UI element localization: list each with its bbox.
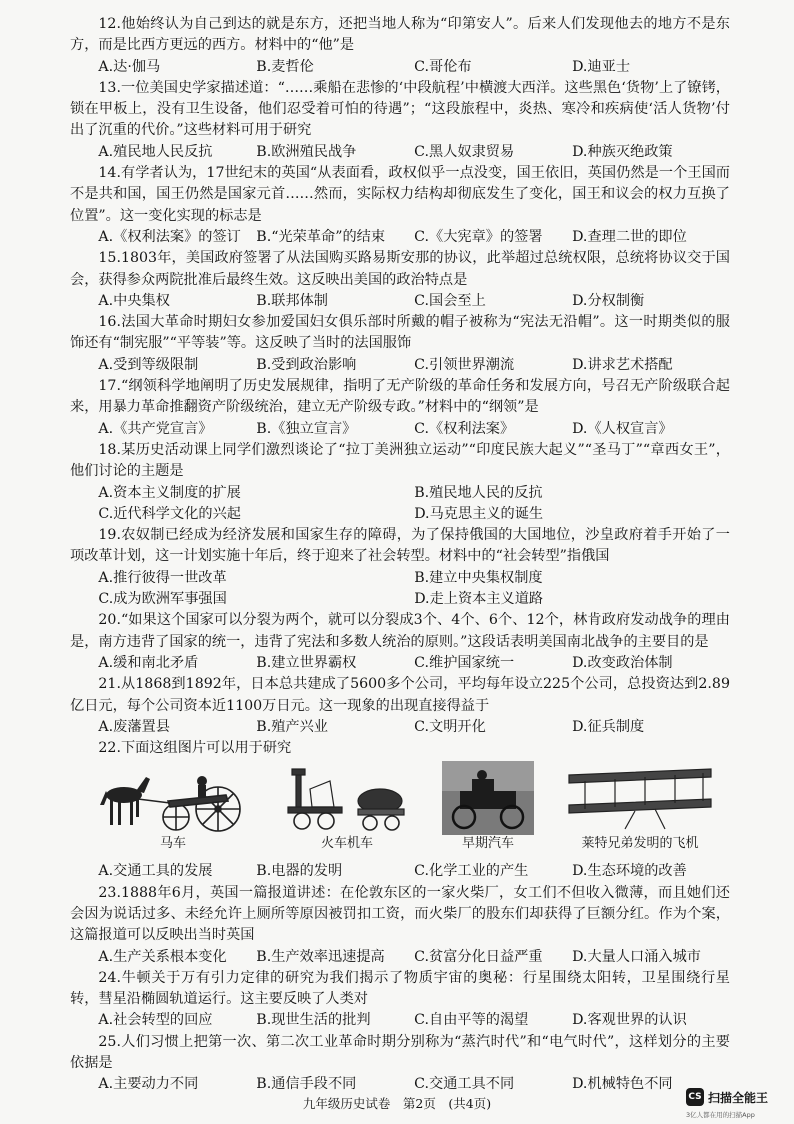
option-a[interactable]: A.交通工具的发展 (98, 863, 213, 880)
question-stem: 23.1888年6月，英国一篇报道讲述：在伦敦东区的一家火柴厂，女工们不但收入微薄，而且她们还会因为说话过多、未经允许上厕所等原因被罚扣工资，而火柴厂的股东们却获得了巨额分红。作为个案，这篇报道可以反映出当时英国 (70, 884, 730, 944)
option-c[interactable]: C.引领世界潮流 (414, 356, 515, 373)
option-b[interactable]: B.建立世界霸权 (256, 654, 357, 671)
question-stem: 18.某历史活动课上同学们激烈谈论了“拉丁美洲独立运动”“印度民族大起义”“圣马丁”“章西女王”，他们讨论的主题是 (70, 441, 730, 480)
option-c[interactable]: C.《权利法案》 (414, 420, 515, 437)
question-item (70, 674, 730, 738)
page-footer: 九年级历史试卷 第2页 (共4页) (302, 1096, 492, 1111)
figure-airplane (556, 761, 724, 853)
option-c[interactable]: C.化学工业的产生 (414, 863, 529, 880)
exam-page (70, 14, 730, 1096)
scanner-watermark (686, 1086, 790, 1120)
options (70, 355, 730, 376)
question-item (70, 163, 730, 248)
question-item (70, 440, 730, 525)
options (70, 947, 730, 968)
question-stem: 21.从1868到1892年，日本总共建成了5600多个公司，平均每年设立225个公司，总投资达到2.89亿日元，每个公司资本近1100万日元。这一现象的出现直接得益于 (70, 676, 730, 714)
options (70, 291, 730, 312)
option-b[interactable]: B.电器的发明 (256, 863, 343, 880)
option-d[interactable]: D.机械特色不同 (572, 1076, 673, 1093)
question-item (70, 312, 730, 376)
option-c[interactable]: C.交通工具不同 (414, 1076, 515, 1093)
option-a[interactable]: A.缓和南北矛盾 (98, 654, 199, 671)
option-b[interactable]: B.现世生活的批判 (256, 1012, 371, 1029)
question-stem: 15.1803年，美国政府签署了从法国购买路易斯安那的协议，此举超过总统权限，总统将协议交于国会，获得参众两院批准后最终生效。这反映出美国的政治特点是 (70, 250, 730, 288)
option-d[interactable]: D.《人权宣言》 (572, 420, 673, 437)
option-d[interactable]: D.讲求艺术搭配 (572, 356, 673, 373)
question-stem: 13.一位美国史学家描述道：“……乘船在悲惨的‘中段航程’中横渡大西洋。这些黑色‘货物’上了镣铐，锁在甲板上，没有卫生设备，他们忍受着可怕的待遇”；“这段旅程中，炎热、寒冷和疾病使‘活人货物’付出了沉重的代价。”这些材料可用于研究 (70, 79, 730, 139)
early-car-image (442, 761, 534, 835)
question-item (70, 376, 730, 440)
option-c[interactable]: C.近代科学文化的兴起 (98, 505, 241, 522)
option-d[interactable]: D.征兵制度 (572, 718, 645, 735)
option-a[interactable]: A.推行彼得一世改革 (98, 569, 227, 586)
question-stem: 19.农奴制已经成为经济发展和国家生存的障碍，为了保持俄国的大国地位，沙皇政府着手开始了一项改革计划，这一计划实施十年后，终于迎来了社会转型。材料中的“社会转型”指俄国 (70, 527, 730, 565)
camscanner-logo-icon: CS (686, 1088, 704, 1106)
options (70, 57, 730, 78)
option-b[interactable]: B.殖产兴业 (256, 718, 328, 735)
option-d[interactable]: D.查理二世的即位 (572, 228, 687, 245)
option-d[interactable]: D.客观世界的认识 (572, 1012, 687, 1029)
question-stem: 17.“纲领科学地阐明了历史发展规律，指明了无产阶级的革命任务和发展方向，号召无产阶级联合起来，用暴力革命推翻资产阶级统治，建立无产阶级专政。”材料中的“纲领”是 (70, 378, 730, 416)
option-c[interactable]: C.自由平等的渴望 (414, 1012, 529, 1029)
figure-caption: 火车机车 (320, 836, 373, 852)
options (70, 419, 730, 440)
option-c[interactable]: C.国会至上 (414, 292, 486, 309)
figure-carriage (98, 761, 248, 853)
question-stem: 25.人们习惯上把第一次、第二次工业革命时期分别称为“蒸汽时代”和“电气时代”，这样划分的主要依据是 (70, 1033, 730, 1072)
brand-name: 扫描全能王 (708, 1091, 769, 1105)
question-item (70, 248, 730, 312)
option-a[interactable]: A.生产关系根本变化 (98, 948, 227, 965)
option-d[interactable]: D.生态环境的改善 (572, 863, 687, 880)
option-b[interactable]: B.《独立宣言》 (256, 420, 357, 437)
options (70, 483, 730, 526)
option-c[interactable]: C.成为欧洲军事强国 (98, 591, 227, 608)
option-a[interactable]: A.社会转型的回应 (98, 1012, 213, 1029)
question-stem: 12.他始终认为自己到达的就是东方，还把当地人称为“印第安人”。后来人们发现他去的地方不是东方，而是比西方更远的西方。材料中的“他”是 (70, 16, 730, 54)
option-c[interactable]: C.哥伦布 (414, 58, 472, 75)
question-item (70, 883, 730, 968)
question-stem: 24.牛顿关于万有引力定律的研究为我们揭示了物质宇宙的奥秘：行星围绕太阳转，卫星围绕行星转，彗星沿椭圆轨道运行。这主要反映了人类对 (70, 969, 730, 1008)
option-c[interactable]: C.黑人奴隶贸易 (414, 143, 515, 160)
options (70, 227, 730, 248)
option-a[interactable]: A.中央集权 (98, 292, 170, 309)
option-b[interactable]: B.麦哲伦 (256, 58, 314, 75)
locomotive-image (282, 761, 412, 835)
option-d[interactable]: D.改变政治体制 (572, 654, 673, 671)
option-d[interactable]: D.迪亚士 (572, 58, 631, 75)
option-d[interactable]: D.走上资本主义道路 (414, 591, 544, 608)
wright-airplane-image (565, 761, 715, 835)
figure-caption: 莱特兄弟发明的飞机 (581, 836, 699, 852)
option-b[interactable]: B.生产效率迅速提高 (256, 948, 385, 965)
question-22 (70, 738, 730, 883)
option-a[interactable]: A.主要动力不同 (98, 1076, 199, 1093)
question-item (70, 1032, 730, 1096)
options (70, 1010, 730, 1031)
option-a[interactable]: A.达·伽马 (98, 58, 161, 75)
option-b[interactable]: B.建立中央集权制度 (414, 569, 543, 586)
question-stem: 14.有学者认为，17世纪末的英国“从表面看，政权似乎一点没变，国王依旧，英国仍然是一个王国而不是共和国，国王仍然是国家元首……然而，实际权力结构却彻底发生了变化，国王和议会的权力互换了位置”。这一变化实现的标志是 (70, 165, 730, 224)
figure-early-car (438, 761, 538, 853)
figure-caption: 早期汽车 (461, 836, 514, 852)
question-stem: 22.下面这组图片可以用于研究 (98, 740, 292, 757)
question-block (70, 883, 730, 1096)
option-a[interactable]: A.《权利法案》的签订 (98, 228, 241, 245)
option-c[interactable]: C.文明开化 (414, 718, 486, 735)
vehicle-figures (70, 761, 730, 861)
option-d[interactable]: D.马克思主义的诞生 (414, 505, 544, 522)
question-item (70, 78, 730, 163)
options (70, 568, 730, 611)
question-item (70, 14, 730, 78)
option-a[interactable]: A.资本主义制度的扩展 (98, 484, 241, 501)
option-c[interactable]: C.贫富分化日益严重 (414, 948, 543, 965)
option-c[interactable]: C.维护国家统一 (414, 654, 515, 671)
options (70, 142, 730, 163)
question-item (70, 968, 730, 1032)
option-b[interactable]: B.欧洲殖民战争 (256, 143, 357, 160)
question-stem: 16.法国大革命时期妇女参加爱国妇女俱乐部时所戴的帽子被称为“宪法无沿帽”。这一时期类似的服饰还有“制宪服”“平等装”等。这反映了当时的法国服饰 (70, 314, 730, 352)
figure-caption: 马车 (159, 836, 186, 852)
option-b[interactable]: B.通信手段不同 (256, 1076, 357, 1093)
option-a[interactable]: A.受到等级限制 (98, 356, 199, 373)
option-a[interactable]: A.《共产党宣言》 (98, 420, 213, 437)
option-b[interactable]: B.“光荣革命”的结束 (256, 228, 386, 245)
option-a[interactable]: A.殖民地人民反抗 (98, 143, 213, 160)
figure-locomotive (282, 761, 412, 853)
option-c[interactable]: C.《大宪章》的签署 (414, 228, 543, 245)
horse-carriage-image (98, 761, 248, 835)
option-d[interactable]: D.分权制衡 (572, 292, 645, 309)
option-a[interactable]: A.废藩置县 (98, 718, 170, 735)
option-d[interactable]: D.大量人口涌入城市 (572, 948, 701, 965)
question-item (70, 525, 730, 610)
options (70, 717, 730, 738)
option-d[interactable]: D.种族灭绝政策 (572, 143, 673, 160)
options (70, 1074, 730, 1095)
option-b[interactable]: B.受到政治影响 (256, 356, 357, 373)
option-b[interactable]: B.联邦体制 (256, 292, 328, 309)
brand-tagline: 3亿人都在用的扫描App (686, 1111, 755, 1119)
question-stem: 20.“如果这个国家可以分裂为两个，就可以分裂成3个、4个、6个、12个，林肯政府发动战争的理由是，南方违背了国家的统一，违背了宪法和多数人统治的原则。”这段话表明美国南北战争的主要目的是 (70, 612, 730, 650)
question-block (70, 14, 730, 738)
options (70, 861, 730, 882)
question-item (70, 610, 730, 674)
option-b[interactable]: B.殖民地人民的反抗 (414, 484, 543, 501)
options (70, 653, 730, 674)
